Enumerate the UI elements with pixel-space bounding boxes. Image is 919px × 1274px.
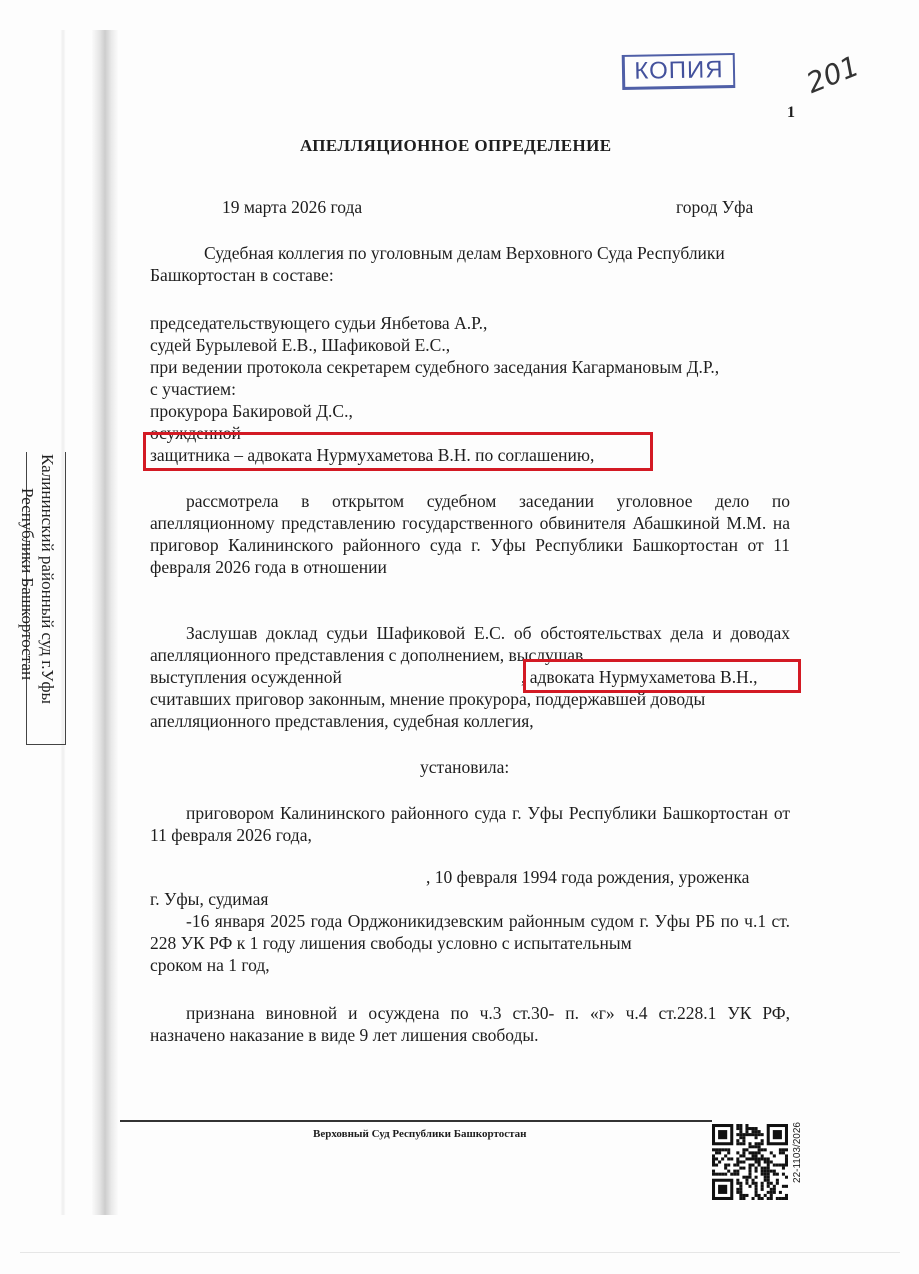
prior-conviction-paragraph bbox=[150, 910, 790, 954]
composition-line: судей Бурылевой Е.В., Шафиковой Е.С., bbox=[150, 335, 451, 355]
considered-line: Башкортостан от 11 февраля 2026 года в отношении bbox=[150, 535, 790, 577]
considered-paragraph bbox=[150, 490, 790, 578]
footer-court-name: Верховный Суд Республики Башкортостан bbox=[313, 1128, 527, 1140]
sentence-line: назначено наказание в виде 9 лет лишения свободы. bbox=[150, 1025, 539, 1045]
intro-line-2: Башкортостан в составе: bbox=[150, 265, 334, 285]
document-city: город Уфа bbox=[676, 197, 754, 217]
hearing-line: апелляционного представления, судебная коллегия, bbox=[150, 711, 534, 731]
side-stamp-line-1: Калининский районный суд г.Уфы bbox=[38, 454, 57, 704]
hearing-line: доводах апелляционного представления с дополнением, выслушав bbox=[150, 623, 791, 665]
composition-line: с участием: bbox=[150, 379, 236, 399]
convicted-line: по ч.1 ст. 228 УК РФ к 1 году лишения свободы условно с испытательным bbox=[150, 911, 791, 953]
considered-line: М.М. на приговор Калининского районного суда г. Уфы Республики bbox=[150, 513, 790, 555]
verdict-line: Башкортостан от 11 февраля 2026 года, bbox=[150, 803, 790, 845]
defender-line: защитника – адвоката Нурмухаметова В.Н. по соглашению, bbox=[150, 445, 595, 465]
verdict-paragraph bbox=[150, 802, 790, 846]
convicted-line: сроком на 1 год, bbox=[150, 955, 270, 975]
considered-line: рассмотрела в открытом судебном заседании уголовное дело по bbox=[186, 491, 790, 511]
verdict-line: приговором Калининского районного суда г. Уфы Республики bbox=[186, 803, 657, 823]
page-number: 1 bbox=[787, 104, 795, 121]
hearing-line-start: выступления осужденной bbox=[150, 667, 342, 687]
hearing-line: считавших приговор законным, мнение прокурора, поддержавшей доводы bbox=[150, 689, 706, 709]
sentence-line: признана виновной и осуждена по ч.3 ст.30- п. «г» ч.4 ст.228.1 УК РФ, bbox=[186, 1003, 790, 1023]
defender-highlight-box bbox=[143, 432, 653, 471]
composition-line: председательствующего судьи Янбетова А.Р., bbox=[150, 313, 488, 333]
qr-code-icon bbox=[712, 1124, 788, 1200]
convicted-line: -16 января 2025 года Орджоникидзевским районным судом г. Уфы РБ bbox=[186, 911, 716, 931]
side-stamp-line-2: Республики Башкортостан bbox=[18, 488, 37, 681]
document-title: АПЕЛЛЯЦИОННОЕ ОПРЕДЕЛЕНИЕ bbox=[300, 136, 612, 155]
hearing-line: Заслушав доклад судьи Шафиковой Е.С. об обстоятельствах дела и bbox=[186, 623, 722, 643]
composition-line: осужденной bbox=[150, 423, 241, 443]
handwritten-page-number: 201 bbox=[801, 49, 864, 100]
established-heading: установила: bbox=[420, 757, 510, 777]
convicted-line: г. Уфы, судимая bbox=[150, 889, 269, 909]
hearing-line-highlight: , адвоката Нурмухаметова В.Н., bbox=[521, 667, 758, 687]
sentence-paragraph bbox=[150, 1002, 790, 1046]
scan-artifact-line bbox=[20, 1252, 900, 1253]
hearing-paragraph-bottom bbox=[150, 688, 790, 710]
copy-stamp: КОПИЯ bbox=[622, 53, 736, 90]
binding-shadow bbox=[92, 30, 118, 1215]
intro-line-1: Судебная коллегия по уголовным делам Верховного Суда Республики bbox=[204, 243, 725, 263]
footer-divider bbox=[120, 1120, 712, 1122]
birth-line: , 10 февраля 1994 года рождения, уроженка bbox=[426, 867, 750, 887]
composition-line: при ведении протокола секретарем судебного заседания Кагармановым Д.Р., bbox=[150, 357, 720, 377]
case-number-label: 22-1103/2026 bbox=[792, 1122, 803, 1183]
document-date: 19 марта 2026 года bbox=[222, 197, 363, 217]
considered-line: апелляционному представлению государственного обвинителя Абашкиной bbox=[150, 513, 720, 533]
composition-line: прокурора Бакировой Д.С., bbox=[150, 401, 353, 421]
